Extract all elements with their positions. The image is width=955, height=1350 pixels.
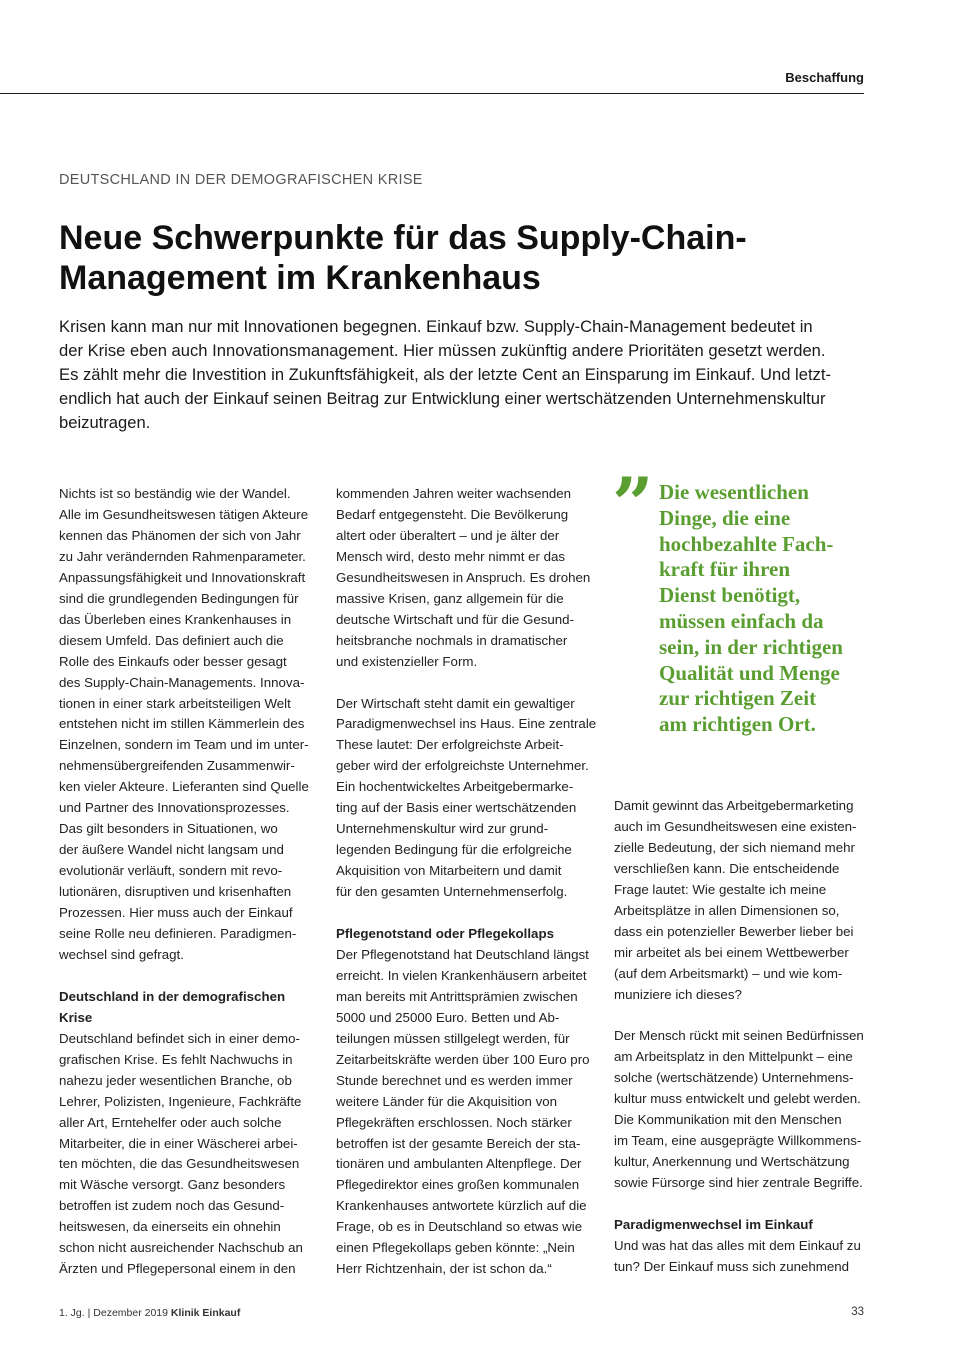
text-line: Das gilt besonders in Situationen, wo bbox=[59, 821, 278, 837]
body-column-2 bbox=[336, 484, 597, 1280]
text-line: sowie Fürsorge sind hier zentrale Begriffe. bbox=[614, 1175, 863, 1191]
text-line: Dienst benötigt, bbox=[659, 583, 801, 608]
text-line: solche (wertschätzende) Unternehmens- bbox=[614, 1070, 854, 1086]
lead-line: Krisen kann man nur mit Innovationen begegnen. Einkauf bzw. Supply-Chain-Management bedeutet in bbox=[59, 317, 813, 336]
text-line: massive Krisen, ganz allgemein für die bbox=[336, 590, 564, 606]
body-column-1 bbox=[59, 484, 314, 1280]
footer-date: Dezember 2019 bbox=[93, 1307, 168, 1319]
text-line: im Team, eine ausgeprägte Willkommens- bbox=[614, 1133, 862, 1149]
text-line: diesem Umfeld. Das definiert auch die bbox=[59, 632, 284, 648]
text-line: schon nicht ausreichender Nachschub an bbox=[59, 1240, 303, 1256]
text-line: Paradigmenwechsel ins Haus. Eine zentrale bbox=[336, 716, 597, 732]
text-line: kultur muss entwickelt und gelebt werden. bbox=[614, 1091, 861, 1107]
text-line: dass ein potenzieller Bewerber lieber bei bbox=[614, 923, 854, 939]
header-rule bbox=[0, 93, 864, 94]
text-line: Herr Richtzenhain, der ist schon da.“ bbox=[336, 1261, 552, 1277]
text-line: tionären und ambulanten Altenpflege. Der bbox=[336, 1156, 582, 1172]
text-line: Einzelnen, sondern im Team und im unter- bbox=[59, 737, 309, 753]
text-line: wechsel sind gefragt. bbox=[59, 946, 184, 962]
text-line: man bereits mit Antrittsprämien zwischen bbox=[336, 988, 578, 1004]
paragraph bbox=[614, 796, 869, 1006]
text-line: heitsbranche nochmals in dramatischer bbox=[336, 632, 568, 648]
text-line: am Arbeitsplatz in den Mittelpunkt – eine bbox=[614, 1049, 853, 1065]
text-line: das Überleben eines Krankenhauses in bbox=[59, 611, 292, 627]
paragraph bbox=[59, 1029, 314, 1280]
footer-journal: Klinik Einkauf bbox=[170, 1307, 241, 1319]
text-line: Frage lautet: Wie gestalte ich meine bbox=[614, 881, 827, 897]
text-line: Der Wirtschaft steht damit ein gewaltiger bbox=[336, 695, 575, 711]
article-title bbox=[59, 218, 889, 298]
article-lead bbox=[59, 315, 869, 435]
footer-separator: | bbox=[87, 1307, 91, 1319]
article-kicker: DEUTSCHLAND IN DER DEMOGRAFISCHEN KRISE bbox=[59, 172, 423, 188]
text-line: einen Pflegekollaps geben könnte: „Nein bbox=[336, 1240, 575, 1256]
text-line: Und was hat das alles mit dem Einkauf zu bbox=[614, 1237, 861, 1253]
text-line: kommenden Jahren weiter wachsenden bbox=[336, 486, 572, 501]
text-line: Ein hochentwickeltes Arbeitgebermarke- bbox=[336, 779, 574, 795]
text-line: auch im Gesundheitswesen eine existen- bbox=[614, 818, 857, 834]
text-line: Ärzten und Pflegepersonal einem in den bbox=[59, 1261, 296, 1277]
text-line: geber wird der erfolgreichste Unternehmer. bbox=[336, 758, 589, 774]
text-line: tionen in einer stark arbeitsteiligen Welt bbox=[59, 695, 291, 711]
text-line: Lehrer, Polizisten, Ingenieure, Fachkräfte bbox=[59, 1093, 302, 1109]
text-line: weitere Länder für die Akquisition von bbox=[336, 1093, 558, 1109]
text-line: deutsche Wirtschaft und für die Gesund- bbox=[336, 611, 574, 627]
text-line: ken vieler Akteure. Lieferanten sind Quelle bbox=[59, 779, 309, 795]
text-line: hochbezahlte Fach- bbox=[659, 531, 834, 556]
paragraph bbox=[614, 1026, 869, 1194]
text-line: evolutionär verläuft, sondern mit revo- bbox=[59, 863, 283, 879]
quote-mark-icon: ” bbox=[612, 461, 654, 546]
subheading-paradigmenwechsel: Paradigmenwechsel im Einkauf bbox=[614, 1217, 813, 1233]
text-line: Mensch wird, desto mehr nimmt er das bbox=[336, 548, 566, 564]
text-line: nehmensübergreifenden Zusammenwir- bbox=[59, 758, 295, 774]
text-line: und Partner des Innovationsprozesses. bbox=[59, 800, 290, 816]
text-line: Frage, ob es in Deutschland so etwas wie bbox=[336, 1219, 583, 1235]
running-header-section: Beschaffung bbox=[785, 70, 864, 85]
text-line: Unternehmenskultur wird zur grund- bbox=[336, 821, 549, 837]
text-line: Pflegekräften erschlossen. Noch stärker bbox=[336, 1114, 572, 1130]
text-line: verschließen kann. Die entscheidende bbox=[614, 860, 840, 876]
text-line: Die Kommunikation mit den Menschen bbox=[614, 1112, 842, 1128]
text-line: Prozessen. Hier muss auch der Einkauf bbox=[59, 905, 293, 921]
lead-line: endlich hat auch der Einkauf seinen Beitrag zur Entwicklung einer wertschätzenden Unternehmenskultur bbox=[59, 389, 826, 408]
text-line: ting auf der Basis einer wertschätzenden bbox=[336, 800, 577, 816]
text-line: tun? Der Einkauf muss sich zunehmend bbox=[614, 1258, 850, 1274]
subheading-demografische-krise bbox=[59, 987, 314, 1029]
text-line: Deutschland befindet sich in einer demo- bbox=[59, 1030, 300, 1046]
lead-line: Es zählt mehr die Investition in Zukunftsfähigkeit, als der letzte Cent an Einsparung im Einkauf. Und letzt- bbox=[59, 365, 831, 384]
body-column-3 bbox=[614, 796, 869, 1278]
subheading-pflegenotstand: Pflegenotstand oder Pflegekollaps bbox=[336, 925, 554, 941]
pull-quote bbox=[659, 480, 869, 738]
text-line: kennen das Phänomen der sich von Jahr bbox=[59, 527, 301, 543]
text-line: Der Mensch rückt mit seinen Bedürfnissen bbox=[614, 1028, 864, 1044]
text-line: kultur, Anerkennung und Wertschätzung bbox=[614, 1154, 850, 1170]
text-line: nahezu jeder wesentlichen Branche, ob bbox=[59, 1072, 292, 1088]
text-line: Gesundheitswesen in Anspruch. Es drohen bbox=[336, 569, 591, 585]
text-line: (auf dem Arbeitsmarkt) – und wie kom- bbox=[614, 965, 843, 981]
text-line: sein, in der richtigen bbox=[659, 634, 843, 659]
page-number: 33 bbox=[851, 1306, 864, 1318]
text-line: müssen einfach da bbox=[659, 608, 824, 633]
text-line: Pflegedirektor eines großen kommunalen bbox=[336, 1177, 580, 1193]
text-line: Zeitarbeitskräfte werden über 100 Euro pro bbox=[336, 1051, 590, 1067]
text-line: Krankenhauses antwortete kürzlich auf die bbox=[336, 1198, 587, 1214]
text-line: Nichts ist so beständig wie der Wandel. bbox=[59, 486, 291, 501]
lead-line: beizutragen. bbox=[59, 413, 151, 432]
paragraph bbox=[59, 484, 314, 966]
lead-line: der Krise eben auch Innovationsmanagement. Hier müssen zukünftig andere Prioritäten gesetzt werden. bbox=[59, 341, 826, 360]
text-line: und existenzieller Form. bbox=[336, 653, 478, 669]
text-line: Akquisition von Mitarbeitern und damit bbox=[336, 863, 562, 879]
text-line: Rolle des Einkaufs oder besser gesagt bbox=[59, 653, 287, 669]
text-line: aller Art, Erntehelfer oder auch solche bbox=[59, 1114, 282, 1130]
text-line: Krise bbox=[59, 1009, 93, 1025]
text-line: legenden Bedingung für die erfolgreiche bbox=[336, 842, 572, 858]
text-line: Mitarbeiter, die in einer Wäscherei arbei- bbox=[59, 1135, 298, 1151]
text-line: These lautet: Der erfolgreichste Arbeit- bbox=[336, 737, 564, 753]
text-line: altert oder überaltert – und je älter der bbox=[336, 527, 560, 543]
text-line: lutionären, disruptiven und krisenhaften bbox=[59, 884, 292, 900]
text-line: sind die grundlegenden Bedingungen für bbox=[59, 590, 299, 606]
text-line: Qualität und Menge bbox=[659, 660, 840, 685]
text-line: teilungen müssen stillgelegt werden, für bbox=[336, 1030, 570, 1046]
text-line: zielle Bedeutung, der sich niemand mehr bbox=[614, 839, 855, 855]
text-line: erreicht. In vielen Krankenhäusern arbeitet bbox=[336, 967, 587, 983]
text-line: für den gesamten Unternehmenserfolg. bbox=[336, 884, 568, 900]
text-line: kraft für ihren bbox=[659, 557, 791, 582]
text-line: Anpassungsfähigkeit und Innovationskraft bbox=[59, 569, 306, 585]
text-line: Die wesentlichen bbox=[659, 480, 809, 504]
text-line: am richtigen Ort. bbox=[659, 712, 816, 737]
text-line: entstehen nicht im stillen Kämmerlein des bbox=[59, 716, 305, 732]
text-line: betroffen ist zudem noch das Gesund- bbox=[59, 1198, 285, 1214]
text-line: Damit gewinnt das Arbeitgebermarketing bbox=[614, 798, 854, 813]
text-line: seine Rolle neu definieren. Paradigmen- bbox=[59, 926, 297, 942]
text-line: heitswesen, da einerseits ein ohnehin bbox=[59, 1219, 281, 1235]
paragraph bbox=[336, 694, 597, 904]
text-line: mir arbeitet als bei einem Wettbewerber bbox=[614, 944, 849, 960]
paragraph bbox=[336, 484, 591, 673]
text-line: der äußere Wandel nicht langsam und bbox=[59, 842, 284, 858]
text-line: Dinge, die eine bbox=[659, 505, 791, 530]
text-line: mit Wäsche versorgt. Ganz besonders bbox=[59, 1177, 286, 1193]
paragraph bbox=[614, 1236, 869, 1278]
text-line: Alle im Gesundheitswesen tätigen Akteure bbox=[59, 506, 309, 522]
text-line: Arbeitsplätze in allen Dimensionen so, bbox=[614, 902, 840, 918]
text-line: zu Jahr verändernden Rahmenparameter. bbox=[59, 548, 306, 564]
text-line: Der Pflegenotstand hat Deutschland längst bbox=[336, 946, 589, 962]
text-line: Stunde berechnet und es werden immer bbox=[336, 1072, 573, 1088]
text-line: des Supply-Chain-Managements. Innova- bbox=[59, 674, 305, 690]
text-line: 5000 und 25000 Euro. Betten und Ab- bbox=[336, 1009, 560, 1025]
page-footer bbox=[59, 1307, 240, 1319]
text-line: betroffen ist der gesamte Bereich der sta- bbox=[336, 1135, 581, 1151]
title-line: Neue Schwerpunkte für das Supply-Chain- bbox=[59, 219, 747, 257]
footer-volume: 1. Jg. bbox=[59, 1307, 85, 1319]
text-line: muniziere ich dieses? bbox=[614, 986, 742, 1002]
text-line: zur richtigen Zeit bbox=[659, 686, 817, 711]
text-line: Deutschland in der demografischen bbox=[59, 988, 286, 1004]
text-line: Bedarf entgegensteht. Die Bevölkerung bbox=[336, 506, 569, 522]
text-line: grafischen Krise. Es fehlt Nachwuchs in bbox=[59, 1051, 293, 1067]
text-line: ten möchten, die das Gesundheitswesen bbox=[59, 1156, 300, 1172]
paragraph bbox=[336, 945, 591, 1280]
title-line: Management im Krankenhaus bbox=[59, 259, 541, 297]
